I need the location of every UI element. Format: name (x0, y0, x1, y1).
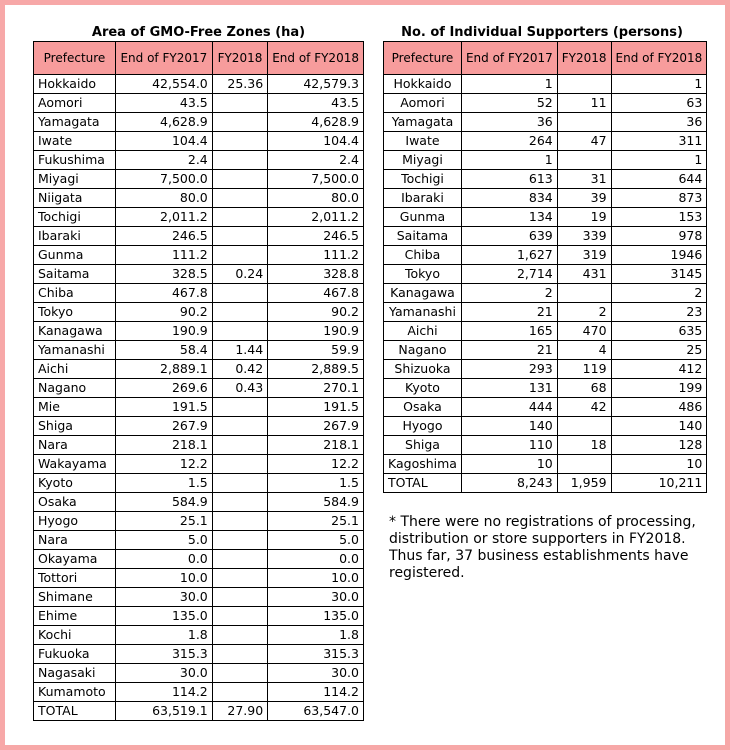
end-fy2018-cell: 4,628.9 (268, 113, 364, 132)
header-fy2018: FY2018 (212, 42, 267, 75)
end-fy2018-cell: 63 (611, 94, 707, 113)
end-fy2018-cell: 315.3 (268, 645, 364, 664)
prefecture-cell: Hokkaido (384, 75, 462, 94)
end-fy2017-cell: 2,889.1 (115, 360, 212, 379)
table-row (34, 550, 364, 569)
end-fy2017-cell: 2,714 (461, 265, 557, 284)
table-row (384, 94, 707, 113)
end-fy2018-cell: 80.0 (268, 189, 364, 208)
end-fy2018-cell: 1.5 (268, 474, 364, 493)
end-fy2018-cell: 5.0 (268, 531, 364, 550)
prefecture-cell: Hokkaido (34, 75, 116, 94)
prefecture-cell: Kochi (34, 626, 116, 645)
table-row (384, 303, 707, 322)
fy2018-cell: 470 (557, 322, 611, 341)
table-row (34, 322, 364, 341)
header-prefecture: Prefecture (34, 42, 116, 75)
prefecture-cell: Saitama (34, 265, 116, 284)
end-fy2018-cell: 246.5 (268, 227, 364, 246)
fy2018-cell (212, 531, 267, 550)
end-fy2018-cell: 2.4 (268, 151, 364, 170)
end-fy2018-cell: 412 (611, 360, 707, 379)
prefecture-cell: Shimane (34, 588, 116, 607)
prefecture-cell: Shiga (34, 417, 116, 436)
fy2018-cell: 19 (557, 208, 611, 227)
prefecture-cell: Ibaraki (34, 227, 116, 246)
table-row (34, 284, 364, 303)
prefecture-cell: Shiga (384, 436, 462, 455)
end-fy2017-cell: 30.0 (115, 588, 212, 607)
end-fy2018-cell: 10,211 (611, 474, 707, 493)
end-fy2018-cell: 1 (611, 151, 707, 170)
prefecture-cell: Shizuoka (384, 360, 462, 379)
fy2018-cell: 42 (557, 398, 611, 417)
table-row (384, 151, 707, 170)
prefecture-cell: Gunma (34, 246, 116, 265)
prefecture-cell: Hyogo (34, 512, 116, 531)
end-fy2017-cell: 1 (461, 151, 557, 170)
prefecture-cell: Iwate (384, 132, 462, 151)
header-end-fy2017: End of FY2017 (461, 42, 557, 75)
end-fy2018-cell: 1946 (611, 246, 707, 265)
end-fy2018-cell: 270.1 (268, 379, 364, 398)
header-end-fy2018: End of FY2018 (268, 42, 364, 75)
table-row (384, 246, 707, 265)
table-row (384, 208, 707, 227)
fy2018-cell (212, 246, 267, 265)
prefecture-cell: Osaka (384, 398, 462, 417)
prefecture-cell: Aomori (384, 94, 462, 113)
fy2018-cell (557, 75, 611, 94)
prefecture-cell: Miyagi (384, 151, 462, 170)
fy2018-cell (212, 417, 267, 436)
end-fy2017-cell: 267.9 (115, 417, 212, 436)
table-row (34, 664, 364, 683)
end-fy2018-cell: 111.2 (268, 246, 364, 265)
prefecture-cell: Aichi (34, 360, 116, 379)
end-fy2017-cell: 444 (461, 398, 557, 417)
fy2018-cell: 1.44 (212, 341, 267, 360)
prefecture-cell: Nagano (384, 341, 462, 360)
prefecture-cell: Yamagata (34, 113, 116, 132)
end-fy2017-cell: 25.1 (115, 512, 212, 531)
fy2018-cell (557, 455, 611, 474)
end-fy2017-cell: 293 (461, 360, 557, 379)
fy2018-cell (557, 417, 611, 436)
end-fy2017-cell: 43.5 (115, 94, 212, 113)
end-fy2017-cell: 269.6 (115, 379, 212, 398)
table-row (34, 170, 364, 189)
end-fy2018-cell: 42,579.3 (268, 75, 364, 94)
table-row (34, 436, 364, 455)
table-row (34, 474, 364, 493)
footnote: * There were no registrations of processing, distribution or store supporters in FY2018. Thus far, 37 business establishments have registered. (389, 514, 696, 581)
end-fy2017-cell: 90.2 (115, 303, 212, 322)
end-fy2017-cell: 110 (461, 436, 557, 455)
end-fy2018-cell: 12.2 (268, 455, 364, 474)
end-fy2017-cell: 5.0 (115, 531, 212, 550)
end-fy2018-cell: 635 (611, 322, 707, 341)
table-row (34, 265, 364, 284)
fy2018-cell: 47 (557, 132, 611, 151)
end-fy2017-cell: 2,011.2 (115, 208, 212, 227)
individual-supporters-table (383, 41, 707, 493)
prefecture-cell: Yamagata (384, 113, 462, 132)
end-fy2017-cell: 1 (461, 75, 557, 94)
fy2018-cell: 0.43 (212, 379, 267, 398)
prefecture-cell: Kanagawa (384, 284, 462, 303)
prefecture-cell: Kyoto (34, 474, 116, 493)
fy2018-cell (212, 170, 267, 189)
table-row (384, 436, 707, 455)
end-fy2017-cell: 639 (461, 227, 557, 246)
end-fy2017-cell: 52 (461, 94, 557, 113)
end-fy2018-cell: 2,889.5 (268, 360, 364, 379)
prefecture-cell: Mie (34, 398, 116, 417)
fy2018-cell (557, 284, 611, 303)
table-header-row (384, 42, 707, 75)
prefecture-cell: Aomori (34, 94, 116, 113)
end-fy2018-cell: 2 (611, 284, 707, 303)
fy2018-cell: 339 (557, 227, 611, 246)
fy2018-cell: 68 (557, 379, 611, 398)
end-fy2018-cell: 63,547.0 (268, 702, 364, 721)
end-fy2018-cell: 128 (611, 436, 707, 455)
end-fy2017-cell: 467.8 (115, 284, 212, 303)
total-row (384, 474, 707, 493)
end-fy2018-cell: 10.0 (268, 569, 364, 588)
end-fy2018-cell: 135.0 (268, 607, 364, 626)
end-fy2018-cell: 2,011.2 (268, 208, 364, 227)
end-fy2018-cell: 267.9 (268, 417, 364, 436)
table-row (384, 455, 707, 474)
fy2018-cell (212, 132, 267, 151)
prefecture-cell: Nara (34, 531, 116, 550)
end-fy2018-cell: 1 (611, 75, 707, 94)
end-fy2017-cell: 191.5 (115, 398, 212, 417)
fy2018-cell (212, 626, 267, 645)
prefecture-cell: Tochigi (384, 170, 462, 189)
prefecture-cell: Osaka (34, 493, 116, 512)
table-row (34, 94, 364, 113)
header-end-fy2017: End of FY2017 (115, 42, 212, 75)
prefecture-cell: Kagoshima (384, 455, 462, 474)
end-fy2018-cell: 584.9 (268, 493, 364, 512)
table-row (34, 398, 364, 417)
header-fy2018: FY2018 (557, 42, 611, 75)
fy2018-cell (212, 284, 267, 303)
table-row (384, 322, 707, 341)
fy2018-cell (212, 588, 267, 607)
fy2018-cell (212, 208, 267, 227)
end-fy2018-cell: 3145 (611, 265, 707, 284)
end-fy2018-cell: 218.1 (268, 436, 364, 455)
end-fy2018-cell: 7,500.0 (268, 170, 364, 189)
prefecture-cell: Tottori (34, 569, 116, 588)
end-fy2018-cell: 190.9 (268, 322, 364, 341)
end-fy2018-cell: 978 (611, 227, 707, 246)
end-fy2017-cell: 328.5 (115, 265, 212, 284)
end-fy2018-cell: 467.8 (268, 284, 364, 303)
prefecture-cell: Okayama (34, 550, 116, 569)
table-row (34, 455, 364, 474)
fy2018-cell (212, 664, 267, 683)
table-row (34, 189, 364, 208)
end-fy2018-cell: 30.0 (268, 588, 364, 607)
end-fy2018-cell: 23 (611, 303, 707, 322)
end-fy2017-cell: 0.0 (115, 550, 212, 569)
table-row (34, 531, 364, 550)
fy2018-cell (212, 227, 267, 246)
table-row (384, 284, 707, 303)
fy2018-cell (212, 683, 267, 702)
prefecture-cell: Saitama (384, 227, 462, 246)
table-row (34, 379, 364, 398)
fy2018-cell: 39 (557, 189, 611, 208)
end-fy2018-cell: 114.2 (268, 683, 364, 702)
end-fy2017-cell: 36 (461, 113, 557, 132)
end-fy2018-cell: 43.5 (268, 94, 364, 113)
end-fy2018-cell: 140 (611, 417, 707, 436)
fy2018-cell: 319 (557, 246, 611, 265)
end-fy2018-cell: 486 (611, 398, 707, 417)
fy2018-cell: 0.24 (212, 265, 267, 284)
end-fy2018-cell: 10 (611, 455, 707, 474)
table-row (34, 512, 364, 531)
end-fy2017-cell: 131 (461, 379, 557, 398)
end-fy2018-cell: 191.5 (268, 398, 364, 417)
fy2018-cell (212, 474, 267, 493)
end-fy2018-cell: 30.0 (268, 664, 364, 683)
end-fy2018-cell: 25.1 (268, 512, 364, 531)
prefecture-cell: Fukuoka (34, 645, 116, 664)
end-fy2017-cell: 135.0 (115, 607, 212, 626)
fy2018-cell (212, 607, 267, 626)
end-fy2017-cell: 12.2 (115, 455, 212, 474)
end-fy2017-cell: 114.2 (115, 683, 212, 702)
end-fy2017-cell: 584.9 (115, 493, 212, 512)
end-fy2017-cell: 246.5 (115, 227, 212, 246)
fy2018-cell: 2 (557, 303, 611, 322)
end-fy2017-cell: 134 (461, 208, 557, 227)
end-fy2017-cell: 165 (461, 322, 557, 341)
end-fy2017-cell: 10 (461, 455, 557, 474)
prefecture-cell: Niigata (34, 189, 116, 208)
prefecture-cell: Tokyo (384, 265, 462, 284)
fy2018-cell (212, 645, 267, 664)
fy2018-cell (212, 455, 267, 474)
fy2018-cell (557, 151, 611, 170)
end-fy2017-cell: 21 (461, 303, 557, 322)
end-fy2017-cell: 613 (461, 170, 557, 189)
end-fy2017-cell: 834 (461, 189, 557, 208)
prefecture-cell: Wakayama (34, 455, 116, 474)
fy2018-cell: 1,959 (557, 474, 611, 493)
end-fy2017-cell: 80.0 (115, 189, 212, 208)
end-fy2018-cell: 153 (611, 208, 707, 227)
table-header-row (34, 42, 364, 75)
fy2018-cell (212, 113, 267, 132)
table-row (34, 341, 364, 360)
table-row (384, 360, 707, 379)
prefecture-cell: Yamanashi (384, 303, 462, 322)
end-fy2018-cell: 328.8 (268, 265, 364, 284)
end-fy2017-cell: 104.4 (115, 132, 212, 151)
end-fy2017-cell: 315.3 (115, 645, 212, 664)
table-row (384, 170, 707, 189)
table-row (34, 607, 364, 626)
header-end-fy2018: End of FY2018 (611, 42, 707, 75)
table-row (384, 227, 707, 246)
table-row (34, 227, 364, 246)
end-fy2018-cell: 36 (611, 113, 707, 132)
table-row (34, 645, 364, 664)
end-fy2018-cell: 104.4 (268, 132, 364, 151)
fy2018-cell: 27.90 (212, 702, 267, 721)
table-row (34, 151, 364, 170)
end-fy2017-cell: 58.4 (115, 341, 212, 360)
fy2018-cell (212, 569, 267, 588)
end-fy2017-cell: 111.2 (115, 246, 212, 265)
fy2018-cell: 119 (557, 360, 611, 379)
end-fy2017-cell: 2 (461, 284, 557, 303)
prefecture-cell: Kyoto (384, 379, 462, 398)
fy2018-cell (212, 189, 267, 208)
table-row (384, 341, 707, 360)
fy2018-cell: 431 (557, 265, 611, 284)
fy2018-cell: 4 (557, 341, 611, 360)
end-fy2017-cell: 10.0 (115, 569, 212, 588)
table-row (384, 417, 707, 436)
table-row (34, 113, 364, 132)
prefecture-cell: Nagano (34, 379, 116, 398)
table-row (34, 417, 364, 436)
end-fy2018-cell: 311 (611, 132, 707, 151)
end-fy2017-cell: 30.0 (115, 664, 212, 683)
gmo-free-area-table (33, 41, 364, 721)
prefecture-cell: Nagasaki (34, 664, 116, 683)
end-fy2017-cell: 63,519.1 (115, 702, 212, 721)
fy2018-cell (212, 512, 267, 531)
table-row (34, 569, 364, 588)
end-fy2017-cell: 1.5 (115, 474, 212, 493)
end-fy2018-cell: 25 (611, 341, 707, 360)
prefecture-cell: Chiba (384, 246, 462, 265)
table-row (34, 246, 364, 265)
end-fy2017-cell: 21 (461, 341, 557, 360)
table-row (34, 132, 364, 151)
end-fy2018-cell: 0.0 (268, 550, 364, 569)
end-fy2017-cell: 42,554.0 (115, 75, 212, 94)
fy2018-cell (212, 94, 267, 113)
table-row (384, 132, 707, 151)
table-row (384, 265, 707, 284)
total-label: TOTAL (384, 474, 462, 493)
end-fy2018-cell: 199 (611, 379, 707, 398)
table-row (34, 360, 364, 379)
fy2018-cell (212, 436, 267, 455)
end-fy2018-cell: 90.2 (268, 303, 364, 322)
end-fy2017-cell: 190.9 (115, 322, 212, 341)
prefecture-cell: Tokyo (34, 303, 116, 322)
prefecture-cell: Kanagawa (34, 322, 116, 341)
total-label: TOTAL (34, 702, 116, 721)
end-fy2017-cell: 218.1 (115, 436, 212, 455)
fy2018-cell (557, 113, 611, 132)
end-fy2017-cell: 7,500.0 (115, 170, 212, 189)
end-fy2018-cell: 873 (611, 189, 707, 208)
prefecture-cell: Miyagi (34, 170, 116, 189)
table-row (34, 626, 364, 645)
end-fy2017-cell: 2.4 (115, 151, 212, 170)
end-fy2017-cell: 1,627 (461, 246, 557, 265)
table-row (384, 75, 707, 94)
fy2018-cell (212, 493, 267, 512)
fy2018-cell (212, 322, 267, 341)
table-row (34, 208, 364, 227)
header-prefecture: Prefecture (384, 42, 462, 75)
fy2018-cell: 25.36 (212, 75, 267, 94)
end-fy2018-cell: 59.9 (268, 341, 364, 360)
table-row (34, 493, 364, 512)
prefecture-cell: Gunma (384, 208, 462, 227)
table-row (384, 189, 707, 208)
prefecture-cell: Iwate (34, 132, 116, 151)
prefecture-cell: Aichi (384, 322, 462, 341)
prefecture-cell: Hyogo (384, 417, 462, 436)
table-row (34, 303, 364, 322)
prefecture-cell: Tochigi (34, 208, 116, 227)
end-fy2018-cell: 644 (611, 170, 707, 189)
fy2018-cell (212, 303, 267, 322)
table-row (34, 588, 364, 607)
total-row (34, 702, 364, 721)
fy2018-cell: 0.42 (212, 360, 267, 379)
fy2018-cell: 11 (557, 94, 611, 113)
fy2018-cell (212, 550, 267, 569)
supporters-table-title: No. of Individual Supporters (persons) (401, 25, 683, 40)
table-row (34, 75, 364, 94)
table-row (384, 379, 707, 398)
prefecture-cell: Chiba (34, 284, 116, 303)
fy2018-cell (212, 398, 267, 417)
prefecture-cell: Fukushima (34, 151, 116, 170)
prefecture-cell: Ibaraki (384, 189, 462, 208)
end-fy2017-cell: 4,628.9 (115, 113, 212, 132)
table-row (384, 398, 707, 417)
end-fy2017-cell: 140 (461, 417, 557, 436)
fy2018-cell (212, 151, 267, 170)
prefecture-cell: Nara (34, 436, 116, 455)
fy2018-cell: 31 (557, 170, 611, 189)
end-fy2018-cell: 1.8 (268, 626, 364, 645)
end-fy2017-cell: 8,243 (461, 474, 557, 493)
prefecture-cell: Ehime (34, 607, 116, 626)
end-fy2017-cell: 264 (461, 132, 557, 151)
table-row (34, 683, 364, 702)
area-table-title: Area of GMO-Free Zones (ha) (91, 25, 306, 40)
table-row (384, 113, 707, 132)
fy2018-cell: 18 (557, 436, 611, 455)
end-fy2017-cell: 1.8 (115, 626, 212, 645)
prefecture-cell: Yamanashi (34, 341, 116, 360)
prefecture-cell: Kumamoto (34, 683, 116, 702)
